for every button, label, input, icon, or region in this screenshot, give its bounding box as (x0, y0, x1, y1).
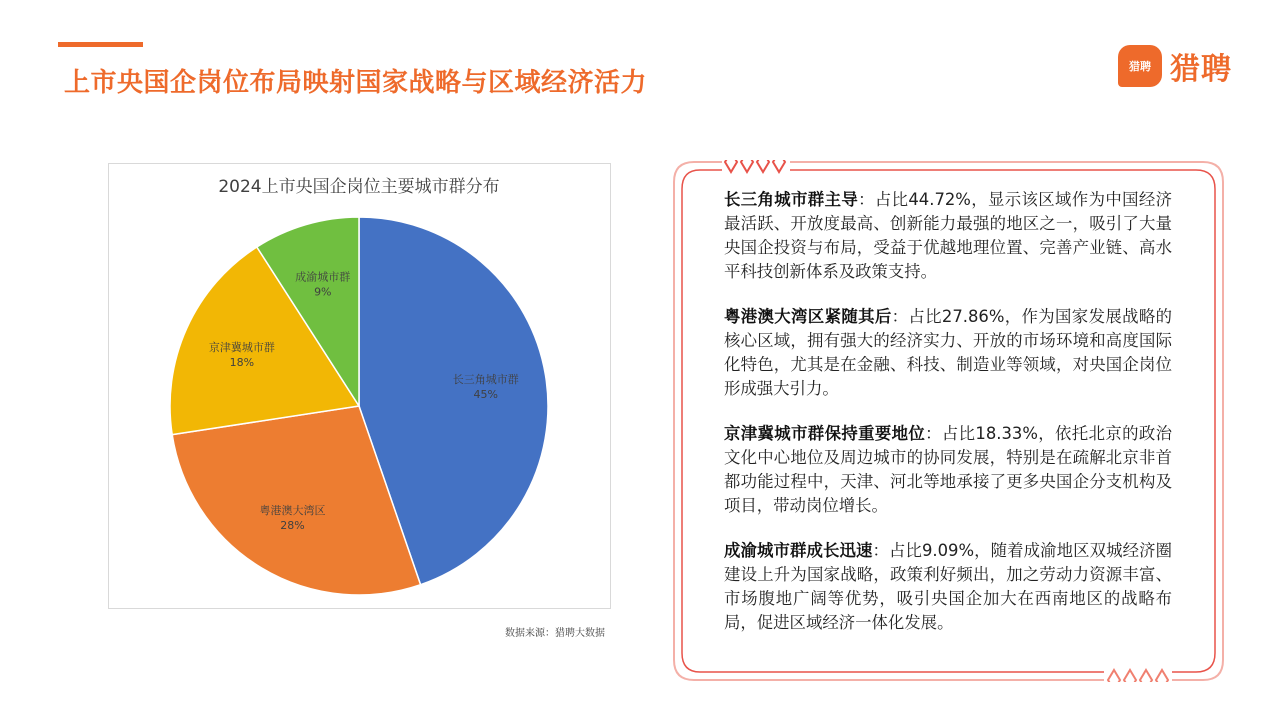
slice-label-name: 粤港澳大湾区 (259, 504, 326, 518)
para-lead: 粤港澳大湾区紧随其后 (724, 307, 892, 326)
slice-label-value: 9% (314, 285, 332, 299)
slice-label-name: 成渝城市群 (295, 270, 351, 284)
para-body: ：占比9.09%，随着成渝地区双城经济圈建设上升为国家战略，政策利好频出，加之劳动力资源丰富、市场腹地广阔等优势，吸引央国企加大在西南地区的战略布局，促进区域经济一体化发展。 (724, 541, 1173, 632)
paragraph-greater-bay-area (724, 305, 1172, 401)
para-lead: 京津冀城市群保持重要地位 (724, 424, 926, 443)
paragraph-jingjinji (724, 422, 1172, 518)
panel-text (724, 188, 1172, 656)
paragraph-chengyu (724, 539, 1172, 635)
title-accent-bar (58, 42, 143, 47)
logo-wordmark: 猎聘 (1170, 52, 1232, 87)
para-body: ：占比44.72%，显示该区域作为中国经济最活跃、开放度最高、创新能力最强的地区之一，吸引了大量央国企投资与布局，受益于优越地理位置、完善产业链、高水平科技创新体系及政策支持。 (724, 190, 1173, 281)
page-title: 上市央国企岗位布局映射国家战略与区域经济活力 (64, 68, 648, 98)
top-diamonds-icon (725, 160, 785, 172)
para-lead: 成渝城市群成长迅速 (724, 541, 873, 560)
paragraph-yangtze-delta (724, 188, 1172, 284)
para-body: ：占比18.33%，依托北京的政治文化中心地位及周边城市的协同发展，特别是在疏解北京非首都功能过程中，天津、河北等地承接了更多央国企分支机构及项目，带动岗位增长。 (724, 424, 1173, 515)
pie-chart (109, 164, 610, 608)
brand-logo (1118, 44, 1232, 88)
slice-label-value: 45% (473, 387, 498, 401)
bottom-diamonds-icon (1108, 670, 1168, 682)
para-lead: 长三角城市群主导 (724, 190, 859, 209)
slice-label-name: 长三角城市群 (452, 372, 519, 386)
para-body: ：占比27.86%，作为国家发展战略的核心区域，拥有强大的经济实力、开放的市场环境和高度国际化特色，尤其是在金融、科技、制造业等领域，对央国企岗位形成强大引力。 (724, 307, 1172, 398)
insight-panel (672, 160, 1225, 682)
slice-label-value: 28% (280, 519, 305, 533)
pie-chart-panel (108, 163, 611, 609)
slice-label-value: 18% (229, 356, 255, 370)
logo-badge-icon (1118, 45, 1162, 87)
pie-slices (170, 217, 548, 595)
logo-badge-text: 猎聘 (1129, 60, 1151, 73)
data-source-note: 数据来源：猎聘大数据 (505, 628, 605, 639)
slice-label-name: 京津冀城市群 (208, 341, 275, 355)
chart-title: 2024上市央国企岗位主要城市群分布 (218, 177, 500, 197)
